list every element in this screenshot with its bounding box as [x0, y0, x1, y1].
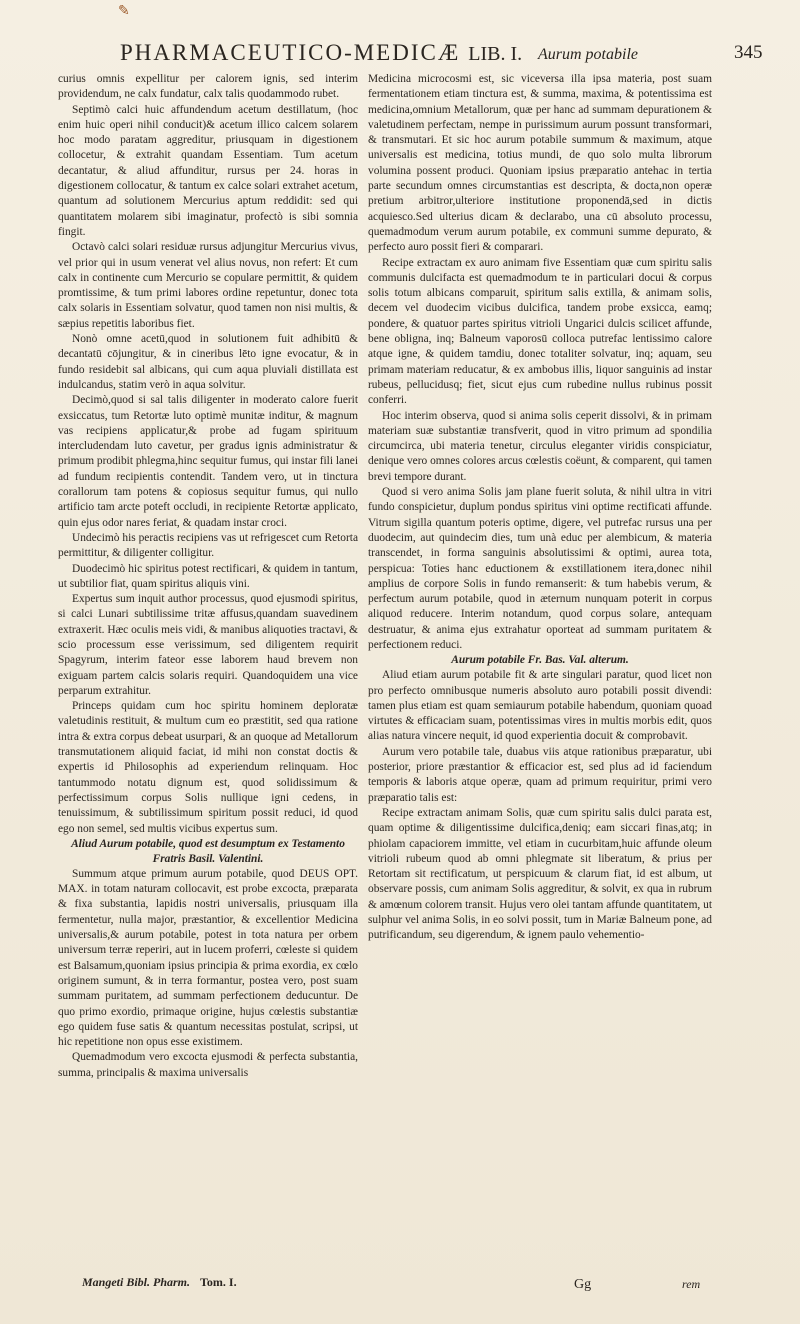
header-right: Aurum potabile: [538, 46, 638, 63]
right-paragraph: Recipe extractam animam Solis, quæ cum spiritu salis dulci parata est, quam optime & diligentissime dulcifica,deniq; eam siccari finas,atq; in phiolam capaciorem immitte, vel etiam in cucurbitam,huic affunde oleum vitrioli rubeum quod ab omni phlegmate sit liberatum, & prius per Retortam sit rectificatum, ut perspicuum & clarum fiat, id est album, ut observare possis, cum animam Solis aggreditur, & solvit, ex qua in rubrum & amœnum colorem transit. Hujus vero olei tantam affunde quantitatem, ut sulphur vel anima Solis, in eo solvi possit, tum in Mariæ Balneum pone, ad putrificandum, seu digerendum, & ignem paulo vehementio-: [368, 806, 712, 942]
footer-tome: Tom. I.: [200, 1275, 237, 1289]
section-heading: Aliud Aurum potabile, quod est desumptum ex Testamento Fratris Basil. Valentini.: [71, 837, 345, 865]
right-paragraph: Quod si vero anima Solis jam plane fuerit soluta, & nihil ultra in vitri fundo conspicietur, duplum pondus spiritus vini optime rectificati affunde. Vitrum sigilla quantum poteris optime, digere, vel putrefac rursus una per duodecim, aut quindecim dies, tum unà educ per alembicum, & materia transcendet, in forma sanguinis absolutissimi & optimi, aurea tota, perspicua: Toties hanc eductionem & exstillationem itera,donec nihil amplius de corpore Solis in fundo remanserit: & tum habebis verum, & perfectum aurum potabile, quod in æternum nunquam poterit in corpus aliquod reducere. Interim notandum, quod corpus solare, antequam destruatur, & anima ejus extrahatur oporteat ad summam puritatem & perfectionem reduci.: [368, 486, 712, 651]
header-lib: LIB. I.: [468, 43, 523, 65]
right-column: [368, 72, 712, 1262]
left-paragraph: Duodecimò hic spiritus potest rectificari, & quidem in tantum, ut subtilior fiat, quam spiritus aliquis vini.: [58, 562, 358, 590]
right-paragraph: Medicina microcosmi est, sic viceversa illa ipsa materia, post suam fermentationem etiam tinctura est, & summa, maxima, & potentissima est medicina,omnium Metallorum, quæ per hanc ad summam depurationem & valetudinem perfectam, nempe in purissimum aurum possunt transformari, & transmutari. Et sic hoc aurum potabile summum & maximum, atque universalis est medicina, totius mundi, de quo solo multa librorum volumina possent produci. Quoniam ipsius præparatio antehac in tertia parte secundum omnes circumstantias est descripta, & docta,non operæ pretium arbitror,ulteriore institutione proponendā,sed in dictis acquiesco.Sed ulterius dicam & declarabo, una cū absoluto processu, quemadmodum verum aurum potabile, ex communi summe depurato, & perfecto auro possit fieri & comparari.: [368, 73, 712, 254]
left-paragraph: Nonò omne acetū,quod in solutionem fuit adhibitū & decantatū cōjungitur, & in cineribus lēto igne evocatur, & in fundo residebit sal albicans, qui cum aqua pluviali distillata est indulcandus, statim verò in aqua solvitur.: [58, 333, 358, 391]
left-paragraph: Princeps quidam cum hoc spiritu hominem deploratæ valetudinis restituit, & multum cum eo præstitit, sed qua ratione intra & extra corpus debeat usurpari, & an quoque ad Metallorum transmutationem aliquid faciat, id mihi non constat doctis & expertis id Philosophis ad experiendum relinquam. Hoc tantummodo notatu dignum est, quod solidissimum & perfectissimum corpus Solis nullique igni cedens, in tenuissimum, & subtilissimum spiritum possit reduci, id quod ego non semel, sed multis vicibus expertus sum.: [58, 700, 358, 835]
left-paragraph: Summum atque primum aurum potabile, quod DEUS OPT. MAX. in totam naturam collocavit, est probe excocta, præparata & fixa substantia, lapidis nostri universalis, priusquam illa fermentetur, nulla major, præstantior, & excellentior Medicina universalis,& aurum potabile, potest in tota natura per orbem universum terræ reperiri, aut in lucem proferri, cœleste si quidem est Balsamum,quoniam ipsius principia & prima exordia, ex cœlo originem sumunt, & in terra formantur, postea vero, post suam summam puritatem, ad summam perfectionem deducuntur. De quo primo exordio, primaque origine, hujus cœlestis substantiæ ego quidem fuse satis & quantum necessitas postulat, scripsi, ut hic repetitione non opus esse existimem.: [58, 867, 358, 1049]
catchword: rem: [682, 1277, 701, 1291]
left-column: [58, 72, 358, 1262]
right-paragraph: Recipe extractam ex auro animam five Essentiam quæ cum spiritu salis communis dulcifacta est quemadmodum te in particulari docui & corpus solis totum albicans comparuit, spiritum salis extilla, & animam solis, decem vel duodecim vicibus dulcifica, tandem probe exsicca, eamq; pondere, & quatuor partes spiritus vitrioli Ungarici dulcis scilicet affunde, bene obligna, inq; Balneum vaporosū colloca putrefac lentissimo calore atque igne, & quidem tamdiu, donec totaliter solvatur, inq; aquam, seu primam materiam reducatur, & ex ambobus illis, liquor sanguinis ad instar rubeus, pellucidusq; fiet, sicut ejus cum rubedine nullus rubinus possit conferri.: [368, 256, 712, 407]
left-paragraph: curius omnis expellitur per calorem ignis, sed interim providendum, ne calx fundatur, calx talis quodammodo rubet.: [58, 73, 358, 101]
left-paragraph: Decimò,quod si sal talis diligenter in moderato calore fuerit exsiccatus, tum Retortæ luto optimè munitæ inditur, & magnum vas recipiens applicatur,& probe ad fugam spirituum intercludendam luto cavetur, per gradus ignis administratur & primum prodibit phlegma,hinc sequitur fumus, qui instar fili lanei ad fundum recipientis contendit. Tandem vero, ut in tinctura corallorum tam potens & copiosus sequitur fumus, qui nullo artificio tam arcte poteft occludi, in recipiente Retortæ applicato, quin ejus odor nares feriat, & quadam instar croci.: [58, 394, 358, 529]
left-paragraph: Undecimò his peractis recipiens vas ut refrigescet cum Retorta permittitur, & diligenter colligitur.: [58, 531, 358, 560]
left-paragraph: Expertus sum inquit author processus, quod ejusmodi spiritus, si calci Lunari subtilissime tritæ affusus,quandam suavedinem extraxerit. Hæc oculis meis vidi, & manibus aliquoties tractavi, & scio processum esse verissimum, sed diligentem requirit Spagyrum, interim fateor esse laborem haud brevem non exiguam partem calcis solaris requiri. Quandoquidem una vice perparum extrahitur.: [58, 593, 358, 697]
footer-source: [82, 1275, 237, 1290]
corner-mark-icon: ✎: [118, 4, 130, 19]
signature-mark: Gg: [574, 1277, 592, 1292]
page-number: 345: [734, 42, 763, 63]
left-paragraph: Quemadmodum vero excocta ejusmodi & perfecta substantia, summa, principalis & maxima universalis: [58, 1051, 358, 1079]
footer-source-title: Mangeti Bibl. Pharm.: [82, 1275, 191, 1289]
right-paragraph: Aurum vero potabile tale, duabus viis atque rationibus præparatur, ubi posterior, priore præstantior & efficacior est, sed plus ad id faciendum temporis & laboris atque operæ, quam ad primum requiritur, primi vero præparatio talis est:: [368, 745, 712, 804]
left-paragraph: Septimò calci huic affundendum acetum destillatum, (hoc enim huic operi nihil conducit)& acetum illico calcem solarem hoc modo paratam aggreditur, priusquam in digestionem collocetur, & extrahit quandam Essentiam. Tum acetum decantatur, & aliud affunditur, rursus per 24. horas in digestionem collocatur, & tantum ex calce solari extrahet acetum, quantum ad solutionem Mercurius aptum reddidit: sed qui quantitatem molarem sibi imaginatur, profectò is sibi somnia fingit.: [58, 103, 358, 238]
left-paragraph: Octavò calci solari residuæ rursus adjungitur Mercurius vivus, vel prior qui in usum venerat vel alius novus, non refert: Et cum calx in continente cum Mercurio se copulare permittit, & quidem promtissime, & tum primi labores ordine repetuntur, donec tota calx solaris in Essentiam solvatur, quod tamen non nisi multis, & sæpius repetitis laboribus fiet.: [58, 241, 358, 330]
section-heading: Aurum potabile Fr. Bas. Val. alterum.: [451, 654, 629, 667]
right-paragraph: Aliud etiam aurum potabile fit & arte singulari paratur, quod licet non pro perfecto omnibusque numeris absoluto auro potabili possit divendi: tamen plus etiam est quam semiaurum potabile habendum, quoniam quoad virtutes & efficaciam suam, potentissimas vires in multis morbis edit, quos alias natura vincere nequit, id quod experientia docuit & comprobavit.: [368, 669, 712, 743]
header-title: PHARMACEUTICO-MEDICÆ: [120, 40, 461, 65]
right-paragraph: Hoc interim observa, quod si anima solis ceperit dissolvi, & in primam materiam suæ substantiæ transfverit, quod in vitro primum ad spondilia circumcirca, ubi materia tenetur, circulus eleganter viridis conspiciatur, denique vero omnes colores arcus cœlestis coëunt, & comparent, qui tamen brevi tempore durant.: [368, 409, 712, 483]
